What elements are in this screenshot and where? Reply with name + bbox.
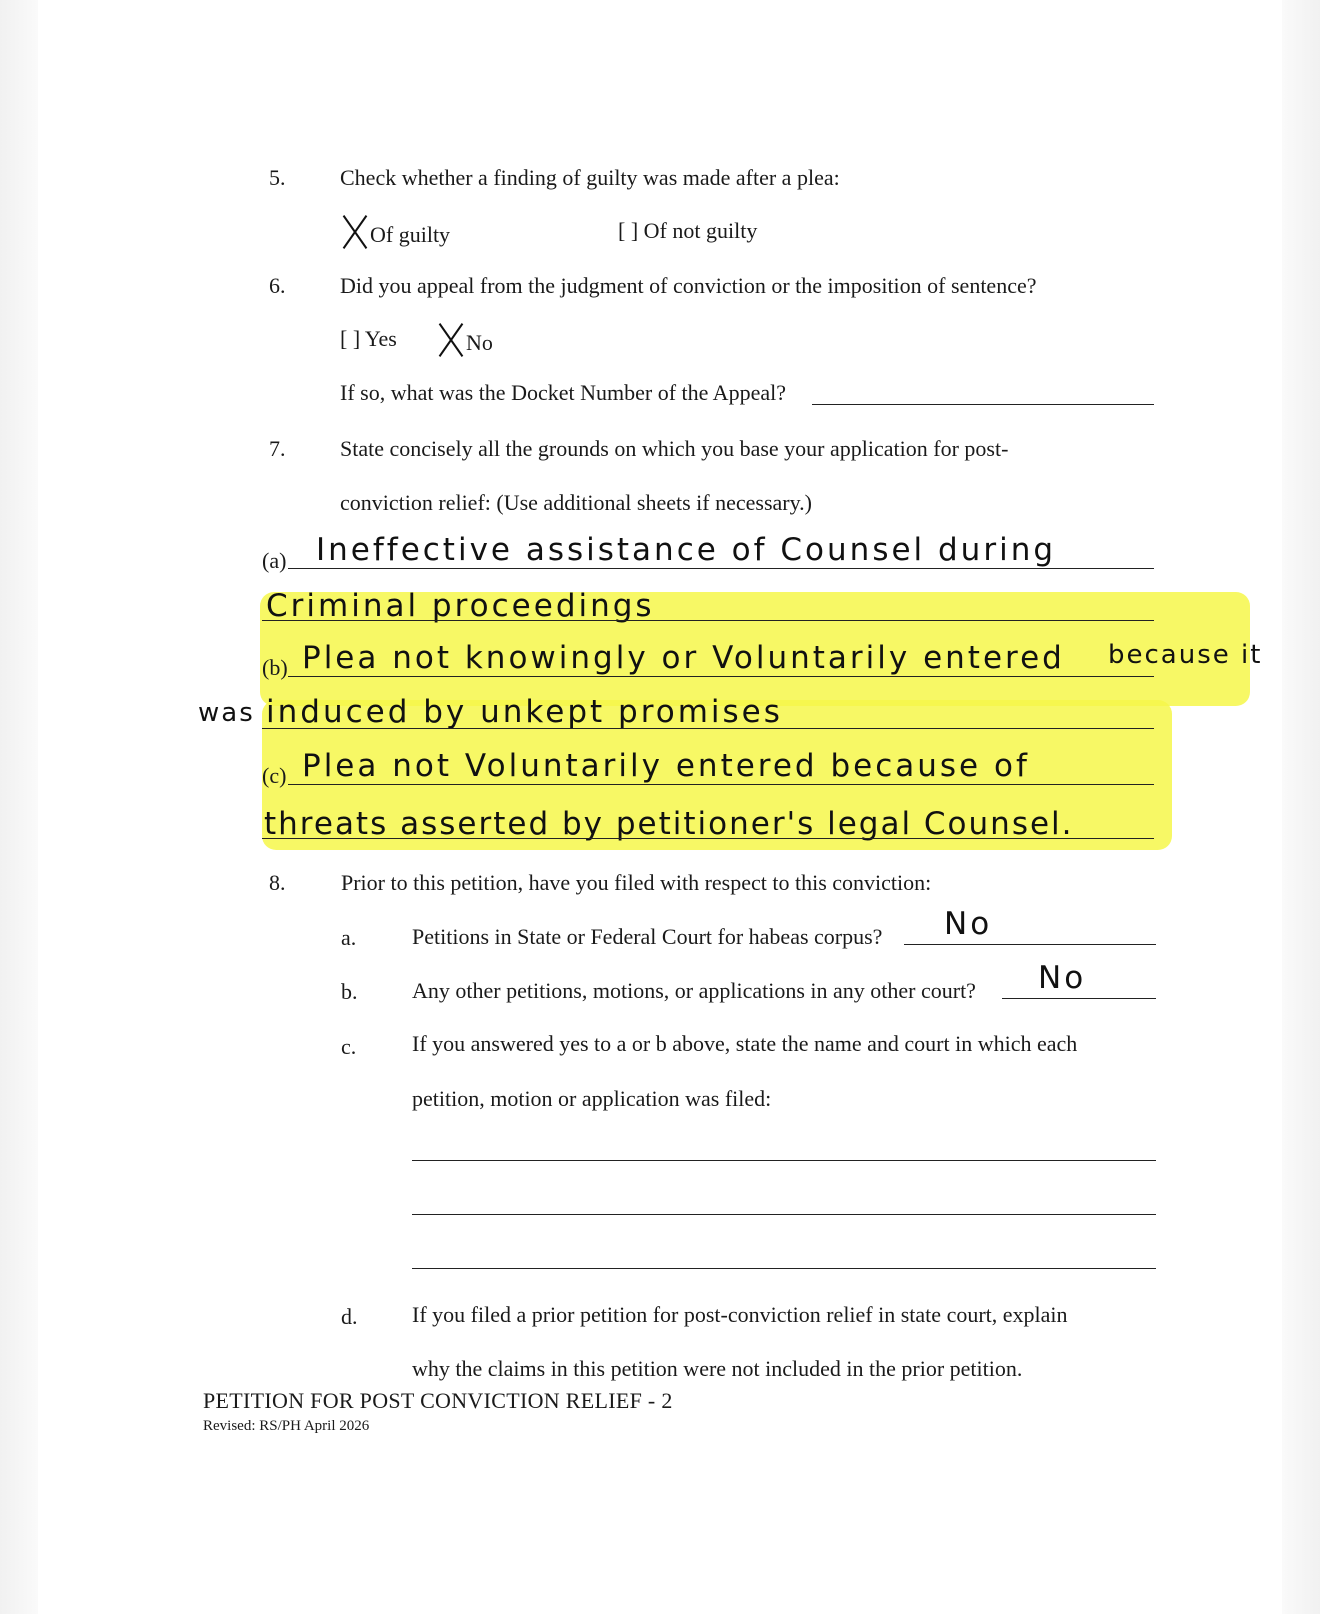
q7-text-line2: conviction relief: (Use additional sheets if necessary.) <box>340 490 813 515</box>
q6-docket-text: If so, what was the Docket Number of the Appeal? <box>340 380 786 405</box>
q7-a-answer-line1: Ineffective assistance of Counsel during <box>316 532 1057 568</box>
q7-c-answer-line1: Plea not Voluntarily entered because of <box>302 748 1030 784</box>
checked-x-icon <box>436 326 466 356</box>
footer-revised: Revised: RS/PH April 2026 <box>203 1418 370 1434</box>
q7-c-line1[interactable] <box>288 784 1154 785</box>
q8-d-text-line2: why the claims in this petition were not included in the prior petition. <box>412 1356 1023 1381</box>
q7-b-margin-note: was <box>198 698 255 728</box>
q7-c-answer-line2: threats asserted by petitioner's legal Counsel. <box>264 806 1074 842</box>
q7-text-line1: State concisely all the grounds on which you base your application for post- <box>340 436 1009 461</box>
scan-edge-left <box>0 0 38 1614</box>
q7-b-label: (b) <box>262 655 288 680</box>
q8-c-text-line1: If you answered yes to a or b above, state the name and court in which each <box>412 1031 1078 1056</box>
q5-number: 5. <box>269 165 286 190</box>
q7-a-line1[interactable] <box>288 568 1154 569</box>
q7-c-line2[interactable] <box>262 838 1154 839</box>
q6-option-yes[interactable]: [ ] Yes <box>340 326 397 351</box>
q8-b-line[interactable] <box>1002 998 1156 999</box>
q7-number: 7. <box>269 436 286 461</box>
q5-option-guilty-label: Of guilty <box>370 222 451 247</box>
q8-b-text: Any other petitions, motions, or applications in any other court? <box>412 978 976 1003</box>
q8-d-text-line1: If you filed a prior petition for post-conviction relief in state court, explain <box>412 1302 1068 1327</box>
q8-number: 8. <box>269 870 286 895</box>
q7-b-answer-overflow: because it <box>1108 640 1263 670</box>
document-page <box>38 0 1282 1614</box>
q6-option-no[interactable] <box>436 326 493 356</box>
q8-c-answer-line2[interactable] <box>412 1214 1156 1215</box>
q7-a-line2[interactable] <box>262 620 1154 621</box>
q8-b-label: b. <box>341 979 358 1004</box>
q8-d-label: d. <box>341 1304 358 1329</box>
q8-a-text: Petitions in State or Federal Court for habeas corpus? <box>412 924 883 949</box>
q7-b-answer-line2: induced by unkept promises <box>266 694 783 730</box>
q8-c-answer-line3[interactable] <box>412 1268 1156 1269</box>
q6-text: Did you appeal from the judgment of conviction or the imposition of sentence? <box>340 273 1037 298</box>
q8-a-answer: No <box>944 906 993 942</box>
q6-docket-line[interactable] <box>812 404 1154 405</box>
q6-option-no-label: No <box>466 330 493 355</box>
q7-b-answer-line1: Plea not knowingly or Voluntarily entered <box>302 640 1065 676</box>
q7-b-line1[interactable] <box>288 676 1154 677</box>
q7-c-label: (c) <box>262 763 287 788</box>
q8-text: Prior to this petition, have you filed with respect to this conviction: <box>341 870 932 895</box>
q8-c-text-line2: petition, motion or application was filed: <box>412 1086 772 1111</box>
q5-option-guilty[interactable] <box>340 218 450 248</box>
q6-number: 6. <box>269 273 286 298</box>
q8-a-label: a. <box>341 925 357 950</box>
footer-title: PETITION FOR POST CONVICTION RELIEF - 2 <box>203 1388 673 1413</box>
q8-c-label: c. <box>341 1034 357 1059</box>
q5-option-not-guilty[interactable]: [ ] Of not guilty <box>618 218 758 243</box>
q7-a-answer-line2: Criminal proceedings <box>266 588 655 624</box>
q8-c-answer-line1[interactable] <box>412 1160 1156 1161</box>
q7-b-line2[interactable] <box>262 728 1154 729</box>
checked-x-icon <box>340 218 370 248</box>
q8-b-answer: No <box>1038 960 1087 996</box>
scan-edge-right <box>1282 0 1320 1614</box>
q8-a-line[interactable] <box>904 944 1156 945</box>
q7-a-label: (a) <box>262 548 287 573</box>
q5-text: Check whether a finding of guilty was made after a plea: <box>340 165 840 190</box>
